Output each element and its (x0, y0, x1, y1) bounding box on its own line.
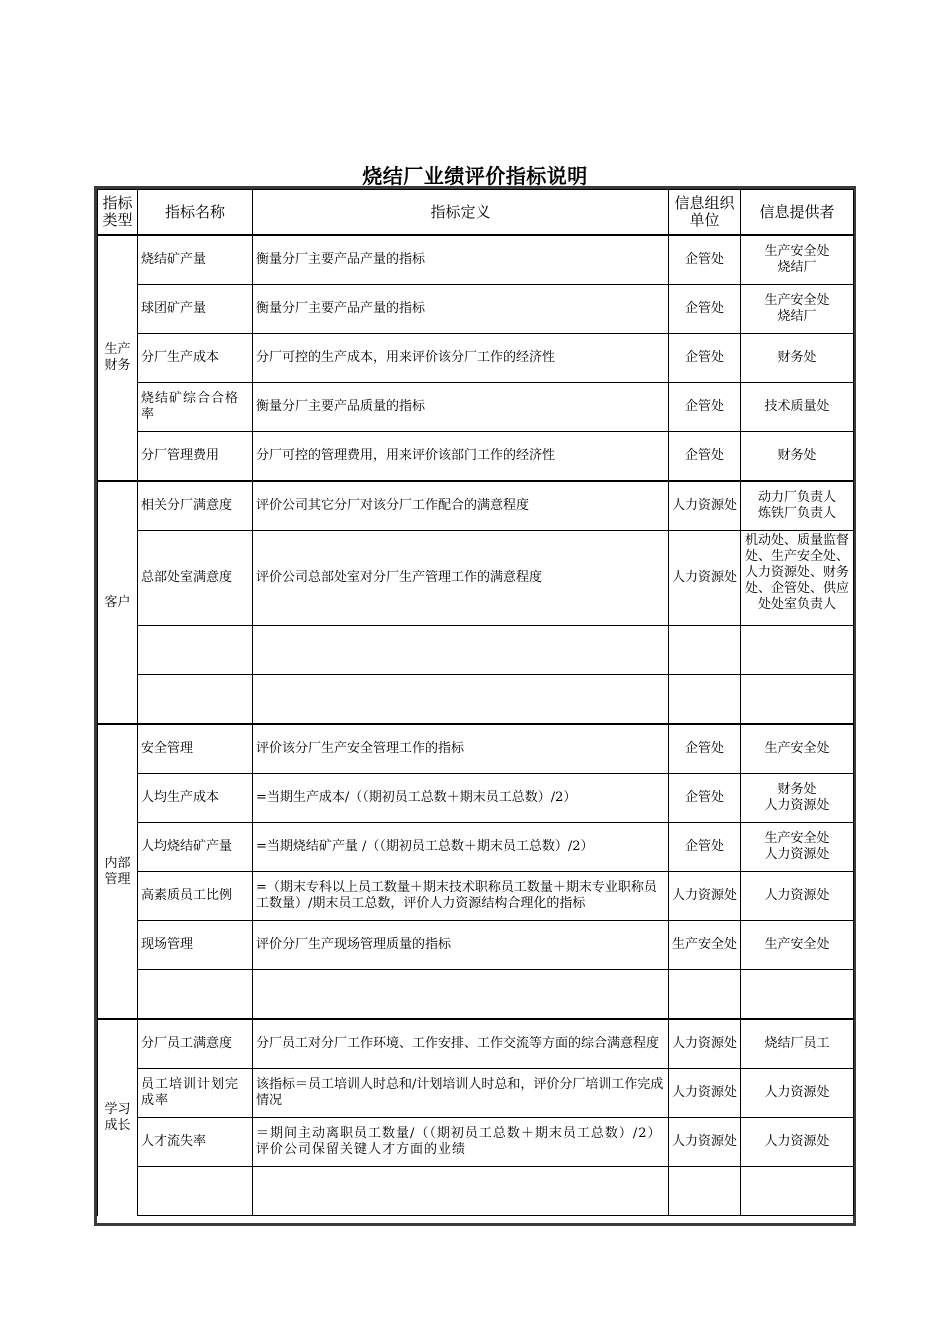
category-cell: 生产财务 (98, 235, 138, 481)
info-unit: 企管处 (669, 285, 741, 334)
indicator-definition: 评价公司总部处室对分厂生产管理工作的满意程度 (253, 531, 669, 626)
info-unit: 人力资源处 (669, 1118, 741, 1167)
indicator-definition (253, 970, 669, 1020)
info-unit (669, 1167, 741, 1216)
category-cell: 客户 (98, 481, 138, 724)
indicator-definition: 分厂可控的生产成本，用来评价该分厂工作的经济性 (253, 334, 669, 383)
header-name: 指标名称 (138, 190, 253, 236)
indicator-definition: =当期烧结矿产量 /（（期初员工总数＋期末员工总数）/2） (253, 823, 669, 872)
indicator-definition: 评价公司其它分厂对该分厂工作配合的满意程度 (253, 481, 669, 531)
indicator-definition: 评价该分厂生产安全管理工作的指标 (253, 724, 669, 774)
table-row (98, 872, 854, 921)
info-unit: 企管处 (669, 774, 741, 823)
indicator-name (138, 970, 253, 1020)
indicator-definition (253, 675, 669, 725)
header-row (98, 190, 854, 236)
info-unit: 人力资源处 (669, 531, 741, 626)
info-provider (741, 970, 854, 1020)
header-provider: 信息提供者 (741, 190, 854, 236)
table-row (98, 235, 854, 285)
table-row (98, 481, 854, 531)
info-unit: 企管处 (669, 432, 741, 482)
indicator-definition: 衡量分厂主要产品质量的指标 (253, 383, 669, 432)
info-provider: 烧结厂员工 (741, 1019, 854, 1069)
info-unit (669, 970, 741, 1020)
table-row (98, 1019, 854, 1069)
header-unit: 信息组织单位 (669, 190, 741, 236)
table-row (98, 823, 854, 872)
table-row (98, 1069, 854, 1118)
table-row (98, 970, 854, 1020)
indicator-sheet (94, 186, 856, 1226)
info-unit: 企管处 (669, 724, 741, 774)
info-unit: 生产安全处 (669, 921, 741, 970)
header-definition: 指标定义 (253, 190, 669, 236)
info-unit (669, 675, 741, 725)
table-row (98, 1167, 854, 1216)
indicator-definition: 分厂可控的管理费用，用来评价该部门工作的经济性 (253, 432, 669, 482)
info-provider: 财务处 人力资源处 (741, 774, 854, 823)
info-provider (741, 675, 854, 725)
indicator-name: 分厂管理费用 (138, 432, 253, 482)
indicator-name (138, 675, 253, 725)
info-provider: 人力资源处 (741, 1118, 854, 1167)
info-provider (741, 531, 854, 626)
indicator-definition (253, 626, 669, 675)
info-provider (741, 626, 854, 675)
info-unit: 企管处 (669, 383, 741, 432)
info-unit: 企管处 (669, 334, 741, 383)
indicator-name: 分厂员工满意度 (138, 1019, 253, 1069)
indicator-name: 烧结矿产量 (138, 235, 253, 285)
info-unit: 人力资源处 (669, 481, 741, 531)
table-row (98, 1118, 854, 1167)
indicator-name (138, 1167, 253, 1216)
info-unit: 人力资源处 (669, 1069, 741, 1118)
table-row (98, 531, 854, 626)
indicator-name: 员工培训计划完成率 (138, 1069, 253, 1118)
table-row (98, 432, 854, 482)
table-row (98, 774, 854, 823)
info-provider (741, 1167, 854, 1216)
info-provider: 财务处 (741, 432, 854, 482)
table-row (98, 285, 854, 334)
header-category: 指标类型 (98, 190, 138, 236)
indicator-name: 球团矿产量 (138, 285, 253, 334)
indicator-name: 分厂生产成本 (138, 334, 253, 383)
info-provider-text: 机动处、质量监督处、生产安全处、人力资源处、财务处、企管处、供应处处室负责人 (744, 533, 849, 612)
indicator-definition: 衡量分厂主要产品产量的指标 (253, 285, 669, 334)
info-provider: 财务处 (741, 334, 854, 383)
info-unit: 人力资源处 (669, 1019, 741, 1069)
info-provider: 生产安全处 (741, 724, 854, 774)
info-provider: 动力厂负责人 炼铁厂负责人 (741, 481, 854, 531)
category-cell: 学习成长 (98, 1019, 138, 1216)
info-provider: 生产安全处 烧结厂 (741, 235, 854, 285)
indicator-name: 人均生产成本 (138, 774, 253, 823)
indicator-definition: ＝期间主动离职员工数量/（（期初员工总数＋期末员工总数）/2）评价公司保留关键人才方面的业绩 (253, 1118, 669, 1167)
indicator-name: 人均烧结矿产量 (138, 823, 253, 872)
indicator-name: 相关分厂满意度 (138, 481, 253, 531)
table-row (98, 383, 854, 432)
category-cell: 内部管理 (98, 724, 138, 1019)
info-provider: 人力资源处 (741, 872, 854, 921)
indicator-definition: =当期生产成本/（（期初员工总数＋期末员工总数）/2） (253, 774, 669, 823)
indicator-name: 总部处室满意度 (138, 531, 253, 626)
table-row (98, 334, 854, 383)
indicator-definition: 评价分厂生产现场管理质量的指标 (253, 921, 669, 970)
indicator-definition: 该指标＝员工培训人时总和/计划培训人时总和，评价分厂培训工作完成情况 (253, 1069, 669, 1118)
info-provider: 技术质量处 (741, 383, 854, 432)
info-provider: 生产安全处 烧结厂 (741, 285, 854, 334)
indicator-definition: 分厂员工对分厂工作环境、工作安排、工作交流等方面的综合满意程度 (253, 1019, 669, 1069)
indicator-name: 高素质员工比例 (138, 872, 253, 921)
info-unit (669, 626, 741, 675)
info-unit: 企管处 (669, 823, 741, 872)
indicator-name: 烧结矿综合合格率 (138, 383, 253, 432)
info-provider: 人力资源处 (741, 1069, 854, 1118)
table-row (98, 724, 854, 774)
info-unit: 企管处 (669, 235, 741, 285)
indicator-name: 安全管理 (138, 724, 253, 774)
info-provider: 生产安全处 (741, 921, 854, 970)
indicator-definition (253, 1167, 669, 1216)
indicator-table (97, 189, 854, 1216)
table-row (98, 626, 854, 675)
page-title: 烧结厂业绩评价指标说明 (362, 164, 588, 188)
indicator-definition: 衡量分厂主要产品产量的指标 (253, 235, 669, 285)
table-row (98, 675, 854, 725)
info-unit: 人力资源处 (669, 872, 741, 921)
indicator-definition: =（期末专科以上员工数量＋期末技术职称员工数量＋期末专业职称员工数量）/期末员工总数，评价人力资源结构合理化的指标 (253, 872, 669, 921)
indicator-name: 人才流失率 (138, 1118, 253, 1167)
indicator-name: 现场管理 (138, 921, 253, 970)
table-row (98, 921, 854, 970)
indicator-name (138, 626, 253, 675)
info-provider: 生产安全处 人力资源处 (741, 823, 854, 872)
